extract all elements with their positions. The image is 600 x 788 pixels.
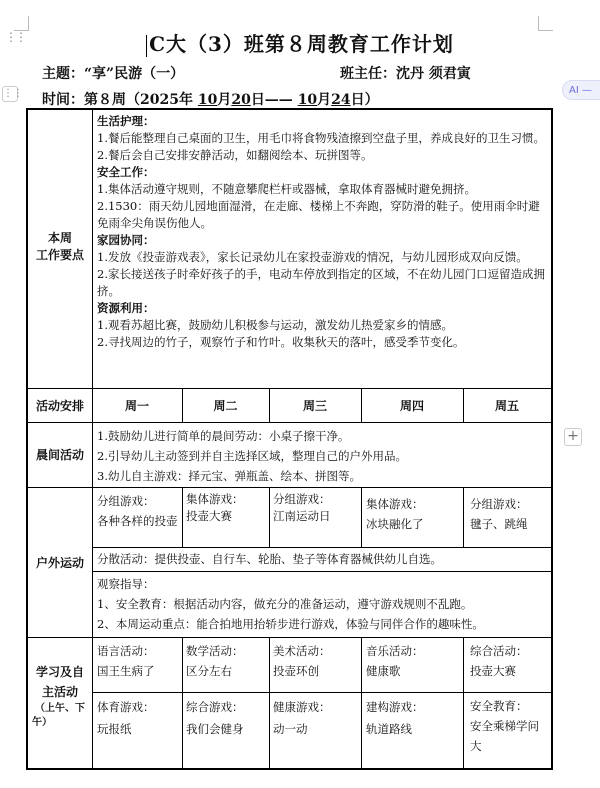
drag-handle-icon[interactable]: ⋮⋮ [5, 30, 25, 44]
activity-type: 建构游戏： [366, 700, 424, 714]
table-line [28, 487, 551, 488]
teacher-label: 班主任： [340, 66, 396, 82]
activity-name: 玩报纸 [97, 722, 132, 736]
outdoor-scatter: 分散活动：提供投壶、自行车、轮胎、垫子等体育器械供幼儿自选。 [97, 552, 442, 566]
game-name: 冰块融化了 [366, 517, 424, 531]
theme-label: 主题： [42, 66, 84, 82]
study-wed-pm [273, 696, 358, 740]
game-type: 分组游戏： [97, 494, 155, 508]
study-tue-pm [186, 696, 266, 740]
study-mon-am [97, 641, 179, 681]
morning-item: 1.鼓励幼儿进行简单的晨间劳动：小桌子擦干净。 [97, 429, 350, 443]
observe-heading: 观察指导： [97, 577, 155, 591]
outdoor-label: 户外运动 [35, 556, 84, 570]
day-header-thu: 周四 [399, 399, 424, 413]
day-header-wed: 周三 [302, 399, 327, 413]
study-fri-am [470, 641, 548, 681]
morning-item: 3.幼儿自主游戏：择元宝、弹瓶盖、绘本、拼图等。 [97, 469, 361, 483]
study-wed-am [273, 641, 358, 681]
table-line [463, 637, 464, 768]
table-line [182, 637, 183, 768]
add-row-icon[interactable]: + [564, 428, 582, 446]
game-name: 各种各样的投壶 [97, 514, 178, 528]
outdoor-observe [97, 574, 547, 634]
focus-content [97, 113, 547, 351]
time-text: 月 [317, 92, 332, 108]
table-line [463, 487, 464, 547]
outdoor-game-thu [366, 494, 460, 534]
resource-item: 2.寻找周边的竹子，观察竹子和竹叶。收集秋天的落叶，感受季节变化。 [97, 335, 465, 349]
life-care-item: 2.餐后会自己安排安静活动，如翻阅绘本、玩拼图等。 [97, 148, 373, 162]
time-text: 日） [350, 92, 379, 108]
safety-item: 2.1530：雨天幼儿园地面湿滑，在走廊、楼梯上不奔跑，穿防滑的鞋子。使用雨伞时避免雨伞尖角误伤他人。 [97, 199, 540, 230]
study-fri-pm [470, 696, 546, 756]
activity-name: 投壶大赛 [470, 664, 516, 678]
plan-table [26, 108, 553, 770]
table-line [269, 637, 270, 768]
table-line [92, 110, 93, 768]
table-line [28, 637, 551, 638]
study-label-line: 主活动 [41, 685, 78, 699]
table-line [28, 422, 551, 423]
activity-name: 投壶环创 [273, 664, 319, 678]
activity-name: 健康歌 [366, 664, 401, 678]
resource-item: 1.观看苏超比赛，鼓励幼儿积极参与运动，激发幼儿热爱家乡的情感。 [97, 318, 453, 332]
outdoor-game-mon [97, 491, 179, 531]
game-type: 集体游戏： [366, 497, 424, 511]
time-day-end: 24 [331, 92, 351, 108]
home-coop-item: 1.发放《投壶游戏表》，家长记录幼儿在家投壶游戏的情况，与幼儿园形成双向反馈。 [97, 250, 528, 264]
ai-assistant-button[interactable]: AI — [562, 80, 600, 100]
home-coop-item: 2.家长接送孩子时牵好孩子的手，电动车停放到指定的区域，不在幼儿园门口逗留造成拥挤。 [97, 267, 545, 298]
game-name: 投壶大赛 [186, 509, 232, 523]
activity-type: 数学活动： [186, 644, 244, 658]
day-header-fri: 周五 [494, 399, 519, 413]
theme-value: “享”民游（一） [84, 66, 185, 82]
activity-name: 国王生病了 [97, 664, 155, 678]
table-line [182, 487, 183, 547]
time-day-start: 20 [231, 92, 251, 108]
study-label-line: 学习及自 [35, 665, 84, 679]
observe-item: 1、安全教育：根据活动内容，做充分的准备运动，遵守游戏规则不乱跑。 [97, 597, 473, 611]
activity-name: 轨道路线 [366, 722, 412, 736]
page-title [0, 28, 600, 57]
study-label-line: 午） [32, 717, 52, 728]
teacher-line [340, 63, 471, 83]
life-care-item: 1.餐后能整理自己桌面的卫生，用毛巾将食物残渣擦到空盘子里，养成良好的卫生习惯。 [97, 131, 545, 145]
home-coop-heading: 家园协同： [97, 233, 155, 247]
morning-item: 2.引导幼儿主动签到并自主选择区域，整理自己的户外用品。 [97, 449, 407, 463]
time-label: 时间： [42, 92, 84, 108]
activity-type: 综合活动： [470, 644, 528, 658]
safety-item: 1.集体活动遵守规则，不随意攀爬栏杆或器械，拿取体育器械时避免拥挤。 [97, 182, 476, 196]
resource-heading: 资源利用： [97, 301, 155, 315]
outdoor-game-tue [186, 491, 266, 525]
study-mon-pm [97, 696, 179, 740]
block-handle-icon[interactable]: ⋮⋮ [2, 86, 18, 102]
activity-type: 语言活动： [97, 644, 155, 658]
activity-name: 动一动 [273, 722, 308, 736]
activity-name: 我们会健身 [186, 722, 244, 736]
study-thu-pm [366, 696, 460, 740]
table-line [361, 487, 362, 547]
game-type: 集体游戏： [186, 492, 244, 506]
game-name: 毽子、跳绳 [470, 517, 528, 531]
day-header-mon: 周一 [124, 399, 149, 413]
study-thu-am [366, 641, 460, 681]
activity-type: 体育游戏： [97, 700, 155, 714]
table-line [361, 637, 362, 768]
theme-line [42, 63, 184, 83]
activity-name: 区分左右 [186, 664, 232, 678]
table-line [92, 571, 551, 572]
study-label [28, 662, 92, 730]
outdoor-game-wed [273, 491, 358, 525]
time-text: 日—— [250, 92, 293, 108]
ai-label: AI [569, 85, 579, 96]
observe-item: 2、本周运动重点：能合拍地用抬轿步进行游戏，体验与同伴合作的趣味性。 [97, 617, 484, 631]
game-type: 分组游戏： [273, 492, 331, 506]
study-label-line: （上午、下 [35, 703, 85, 714]
activity-name: 安全乘梯学问大 [470, 719, 539, 753]
outdoor-game-fri [470, 494, 548, 534]
game-type: 分组游戏： [470, 497, 528, 511]
table-line [28, 388, 551, 389]
time-text: 月 [217, 92, 232, 108]
table-line [92, 692, 551, 693]
text-cursor [146, 35, 147, 57]
study-tue-am [186, 641, 266, 681]
morning-content [97, 426, 547, 486]
time-month-start: 10 [197, 92, 218, 108]
day-header-tue: 周二 [213, 399, 238, 413]
time-line [42, 89, 379, 109]
schedule-label: 活动安排 [35, 399, 84, 413]
teacher-value: 沈丹 须君寅 [396, 66, 471, 82]
safety-heading: 安全工作： [97, 165, 155, 179]
activity-type: 安全教育： [470, 699, 528, 713]
activity-type: 综合游戏： [186, 700, 244, 714]
focus-label-line: 本周 [47, 231, 72, 245]
focus-label-line: 工作要点 [35, 248, 84, 262]
morning-label: 晨间活动 [35, 448, 84, 462]
title-prefix: C [149, 32, 166, 56]
activity-type: 美术活动： [273, 644, 331, 658]
activity-type: 音乐活动： [366, 644, 424, 658]
time-month-end: 10 [297, 92, 318, 108]
table-line [92, 547, 551, 548]
table-line [269, 487, 270, 547]
focus-label [28, 230, 92, 264]
life-care-heading: 生活护理： [97, 114, 155, 128]
title-main: 大（3）班第８周教育工作计划 [166, 32, 454, 56]
game-name: 江南运动日 [273, 509, 331, 523]
time-week: 第８周（2025年 [84, 92, 193, 108]
activity-type: 健康游戏： [273, 700, 331, 714]
